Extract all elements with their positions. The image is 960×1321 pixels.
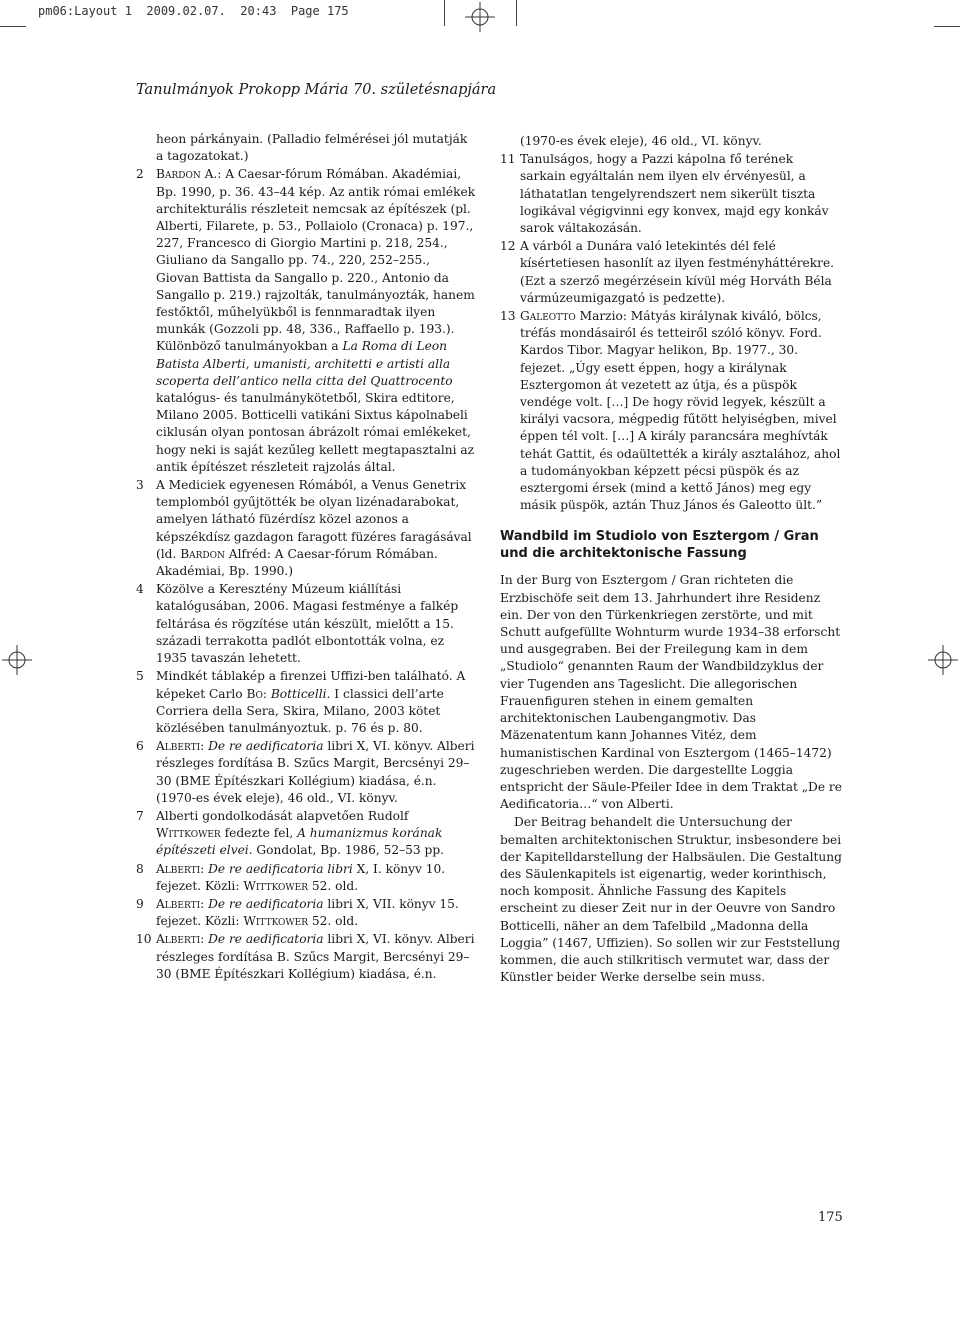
footnote-6: 6 Alberti: De re aedificatoria libri X, VI. könyv. Alberi részleges fordítása B. Szűcs Margit, Bercsényi 29–30 (BME Építészkari Kollégium) kiadása, é.n. (1970-es évek eleje), 46 old., VI. könyv. (136, 739, 475, 805)
footnote-9: 9 Alberti: De re aedificatoria libri X, VII. könyv 15. fejezet. Közli: Wittkower 52. old. (136, 896, 459, 929)
author-name: Bardon (156, 167, 201, 182)
footnote-number: 10 (136, 932, 152, 947)
author-name: Bardon (180, 546, 225, 561)
book-title: De re aedificatoria libri (208, 861, 353, 876)
author-name: Wittkower (156, 826, 221, 841)
summary-paragraph: Der Beitrag behandelt die Untersuchung der bemalten architektonischen Struktur, insbesondere bei der Kapitelldarstellung der Halbsäulen. Die Gestaltung des Säulenkapitels ist eigenartig, weder korinthisch, noch komposit. Ähnliche Fassung des Kapitels erscheint zu dieser Zeit nur in der Oeuvre von Sandro Botticelli, näher an dem Tafelbild „Madonna della Loggia” (1467, Uffizien). So sollen wir zur Feststellung kommen, die auch stilkritisch vermutet war, dass der Künstler beider Werke derselbe sein muss. (500, 815, 842, 985)
summary-paragraph: In der Burg von Esztergom / Gran richteten die Erzbischöfe seit dem 13. Jahrhundert ihre Residenz ein. Der von den Türkenkriegen zerstörte, und mit Schutt aufgefüllte Wohnturm wurde 1934–38 erforscht und ausgegraben. Bei der Freilegung kam in dem „Studiolo“ genannten Raum der Wandbildzyklus der vier Tugenden ans Tageslicht. Die allegorischen Frauenfiguren stehen in einem gemalten architektonischen Laubengangmotiv. Das Mäzenatentum kann Johannes Vitéz, dem humanistischen Kardinal von Esztergom (1465–1472) zugeschrieben werden. Die dargestellte Loggia entspricht der Säule-Pfeiler Idee in dem Traktat „De re Aedificatoria…“ von Alberti. (500, 573, 842, 812)
footnote-number: 9 (136, 896, 144, 911)
footnote-number: 4 (136, 582, 144, 597)
book-title: De re aedificatoria (208, 896, 324, 911)
footnote-10: 10 Alberti: De re aedificatoria libri X, VI. könyv. Alberi részleges fordítása B. Szűcs Margit, Bercsényi 29–30 (BME Építészkari Kollégium) kiadása, é.n. (136, 932, 475, 981)
registration-mark-left (2, 645, 32, 675)
left-column (136, 131, 476, 984)
footnote-number: 2 (136, 167, 144, 182)
page-number: 175 (818, 1210, 843, 1225)
footnote-11: 11 Tanulságos, hogy a Pazzi kápolna fő terének sarkain egyáltalán nem ilyen elv érvényesül, a láthatatlan tengelyrendszert nem sikerült tiszta logikával végigvinni egy konvex, majd egy konkáv sarok váltakozásán. (500, 152, 829, 236)
author-name: Bo (246, 686, 263, 701)
footnote-13: 13 Galeotto Marzio: Mátyás királynak kiváló, bölcs, tréfás mondásairól és tetteiről szóló könyv. Ford. Kardos Tibor. Magyar helikon, Bp. 1977., 30. fejezet. „Úgy esett éppen, hogy a királynak Esztergomon át vezetett az útja, és a püspök vendége volt. […] De hogy rövid legyek, készült a királyi vacsora, mégpedig fűtött helyiségben, mivel éppen tél volt. […] A király parancsára meghívták tehát Gattit, és odaültették a király asztalához, ahol a tudományokban képzett pécsi püspök és az esztergomi érsek (mind a kettő János) meg egy másik püspök, aztán Thuz János és Galeotto ült.” (500, 309, 841, 513)
registration-mark-right (928, 645, 958, 675)
author-name: Wittkower (243, 914, 309, 929)
footnote-number: 13 (500, 309, 516, 324)
book-title: A humanizmus korának építészeti elvei (156, 826, 443, 858)
footnote-10-continuation: (1970-es évek eleje), 46 old., VI. könyv. (520, 134, 762, 148)
crop-mark (516, 0, 517, 26)
footnote-number: 7 (136, 808, 144, 823)
crop-mark (444, 0, 445, 26)
summary-heading: Wandbild im Studiolo von Esztergom / Gran und die architektonische Fassung (500, 529, 819, 562)
footnote-number: 8 (136, 861, 144, 876)
footnote-2: 2 Bardon A.: A Caesar-fórum Rómában. Akadémiai, Bp. 1990, p. 36. 43–44 kép. Az antik római emlékek architekturális részleteit nemcsak az építészek (pl. Alberti, Filarete, p. 53., Pollaiolo (Cronaca) p. 197., 227, Francesco di Giorgio Martini p. 218, 254., Giuliano da Sangallo pp. 74., 220, 252–255., Giovan Battista da Sangallo p. 220., Antonio da Sangallo p. 219.) rajzolták, tanulmányozták, hanem festőktől, műhelyükből is fennmaradtak ilyen munkák (Gozzoli pp. 48, 336., Raffaello p. 193.). Különböző tanulmányokban a La Roma di Leon Batista Alberti, umanisti, architetti e artisti alla scoperta dell’antico nella citta del Quattrocento katalógus- és tanulmánykötetből, Skira edtitore, Milano 2005. Botticelli vatikáni Sixtus kápolnabeli ciklusán olyan pontosan ábrázolt római emlékeket, hogy neki is saját kezűleg kellett megtapasztalni az antik építészet részleteit rajzolás által. (136, 167, 476, 474)
footnote-number: 3 (136, 478, 144, 493)
footnote-number: 12 (500, 239, 516, 254)
footnote-number: 5 (136, 669, 144, 684)
footnote-5: 5 Mindkét táblakép a firenzei Uffizi-ben található. A képeket Carlo Bo: Botticelli. I classici dell’arte Corriera della Sera, Skira, Milano, 2003 kötet közlésében tanulmányoztuk. p. 76 és p. 80. (136, 669, 466, 735)
footnote-3: 3 A Mediciek egyenesen Rómából, a Venus Genetrix templomból gyűjtötték be olyan lizénadarabokat, amelyen látható füzérdísz közel azonos a képszékdísz gazdagon faragott füzéres faragásával (ld. Bardon Alfréd: A Caesar-fórum Rómában. Akadémiai, Bp. 1990.) (136, 478, 472, 579)
right-column (500, 133, 842, 986)
author-name: Wittkower (243, 878, 309, 893)
book-title: De re aedificatoria (208, 932, 324, 947)
footnote-number: 11 (500, 152, 516, 167)
crop-mark (0, 26, 26, 27)
book-title: Botticelli (270, 686, 327, 701)
book-title: De re aedificatoria (208, 739, 324, 754)
footnote-1-continuation: heon párkányain. (Palladio felmérései jól mutatják a tagozatokat.) (156, 132, 468, 164)
author-name: Alberti (156, 932, 201, 947)
footnote-7: 7 Alberti gondolkodását alapvetően Rudolf Wittkower fedezte fel, A humanizmus korának építészeti elvei. Gondolat, Bp. 1986, 52–53 pp. (136, 808, 445, 858)
author-name: Alberti (156, 861, 201, 876)
running-head: Tanulmányok Prokopp Mária 70. születésnapjára (136, 82, 497, 98)
print-slug: pm06:Layout 1 2009.02.07. 20:43 Page 175 (38, 4, 349, 18)
author-name: Galeotto (520, 309, 576, 324)
footnote-4: 4 Közölve a Keresztény Múzeum kiállítási katalógusában, 2006. Magasi festménye a falkép feltárása és rögzítése után készült, mielőtt a 15. századi terrakotta padlót elbontották volna, ez 1935 tavaszán lehetett. (136, 582, 459, 666)
author-name: Alberti (156, 896, 201, 911)
author-name: Alberti (156, 739, 201, 754)
book-title: La Roma di Leon Batista Alberti, umanisti, architetti e artisti alla scoperta dell’antico nella citta del Quattrocento (156, 339, 453, 388)
footnote-12: 12 A várból a Dunára való letekintés dél felé kísértetiesen hasonlít az ilyen festményháttérekre. (Ezt a szerző megérzésein kívül még Horváth Béla vármúzeumigazgató is pedzette). (500, 239, 835, 305)
footnote-number: 6 (136, 739, 144, 754)
footnote-8: 8 Alberti: De re aedificatoria libri X, I. könyv 10. fejezet. Közli: Wittkower 52. old. (136, 861, 446, 893)
registration-mark-top (465, 2, 495, 32)
crop-mark (934, 26, 960, 27)
